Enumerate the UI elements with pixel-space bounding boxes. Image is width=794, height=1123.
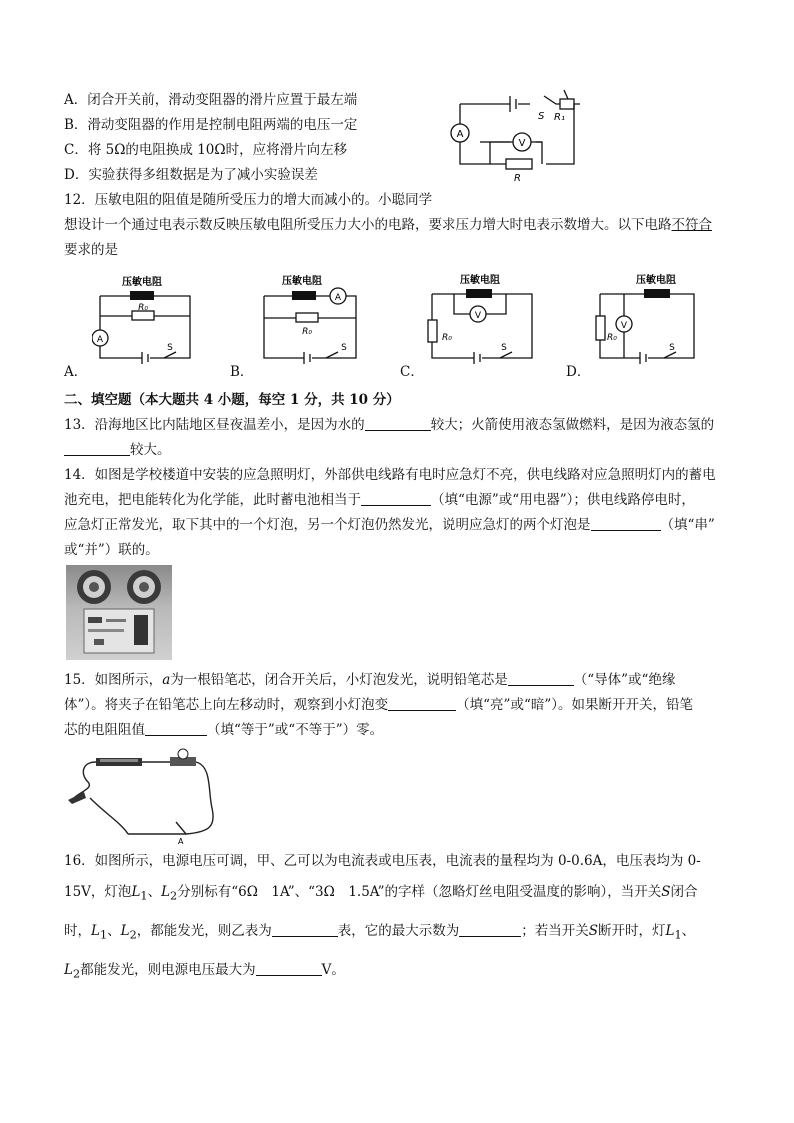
q12-circuit-c <box>424 270 540 366</box>
q14-text-a: 池充电，把电能转化为化学能，此时蓄电池相当于 <box>64 492 361 508</box>
r0-label: R₀ <box>138 303 148 313</box>
switch-label: S <box>501 343 507 353</box>
q16-text-j: V。 <box>321 962 345 978</box>
q16-text-g: ；若当开关 <box>521 923 589 939</box>
q11-option-a: A．闭合开关前，滑动变阻器的滑片应置于最左端 <box>64 92 358 108</box>
separator: 、 <box>107 923 121 939</box>
q15-line-2 <box>64 695 693 715</box>
q12-option-a-label: A． <box>64 364 88 380</box>
q16-blank-2[interactable] <box>459 922 521 937</box>
q14-line-2 <box>64 490 695 510</box>
q13-line-1 <box>64 415 714 435</box>
resistor-label: R <box>514 173 521 182</box>
q15-text-e: （填“亮”或“暗”）。如果断开开关，铅笔 <box>456 697 694 713</box>
q16-line-2 <box>64 882 697 907</box>
pressure-resistor-label: 压敏电阻 <box>122 277 162 288</box>
q15-text-c: （“导体”或“绝缘 <box>573 672 676 688</box>
q14-blank-2[interactable] <box>591 516 661 531</box>
switch-label: S <box>341 343 347 353</box>
q12-line-2 <box>64 215 712 235</box>
q15-pencil-circuit <box>62 748 226 846</box>
q14-line-3 <box>64 515 715 535</box>
q12-option-b-label: B． <box>230 364 254 380</box>
q11-option-b: B．滑动变阻器的作用是控制电阻两端的电压一定 <box>64 117 358 133</box>
q13-text-c: 较大。 <box>130 442 171 458</box>
switch-label: S <box>669 343 675 353</box>
q16-text-c: 闭合 <box>670 884 698 900</box>
ammeter-label: A <box>456 129 464 140</box>
figure-label: A <box>178 837 184 846</box>
q16-blank-3[interactable] <box>256 961 322 976</box>
lamp-l1-sub: 1 <box>99 928 108 942</box>
lamp-l2-sub: 2 <box>129 928 137 942</box>
q15-text-f: 芯的电阻阻值 <box>64 722 145 738</box>
meter-label: V <box>620 321 628 331</box>
q12-line-3: 要求的是 <box>64 242 118 258</box>
meter-label: A <box>334 293 342 303</box>
lamp-l2: L <box>64 962 73 978</box>
q12-circuit-d <box>592 270 702 366</box>
emergency-light-illustration <box>66 565 172 660</box>
r0-label: R₀ <box>302 327 312 337</box>
rheostat-label: R₁ <box>554 112 565 123</box>
q12-emphasis: 不符合 <box>671 217 712 233</box>
q16-text-a: 15V，灯泡 <box>64 884 132 900</box>
q12-circuit-a <box>92 272 198 366</box>
q16-line-3 <box>64 921 695 946</box>
r0-label: R₀ <box>607 333 617 343</box>
r0-label: R₀ <box>442 333 452 343</box>
lamp-l1-sub: 1 <box>140 889 148 903</box>
q16-line-1: 16．如图所示，电源电压可调，甲、乙可以为电流表或电压表，电流表的量程均为 0-0.6A，电压表均为 0- <box>64 853 701 869</box>
q16-text-f: 表，它的最大示数为 <box>337 923 460 939</box>
lamp-l1: L <box>91 923 100 939</box>
lamp-l1-sub: 1 <box>674 928 682 942</box>
q14-line-4: 或“并”）联的。 <box>64 542 159 558</box>
lamp-l2-sub: 2 <box>170 889 178 903</box>
q15-text-g: （填“等于”或“不等于”）零。 <box>207 722 384 738</box>
q14-text-b: （填“电源”或“用电器”）；供电线路停电时， <box>431 492 695 508</box>
q13-line-2 <box>64 440 171 460</box>
separator: 、 <box>147 884 162 900</box>
q12-option-d-label: D． <box>566 364 591 380</box>
q15-blank-1[interactable] <box>508 671 574 686</box>
switch-s: S <box>661 884 671 900</box>
q15-text-d: 体”）。将夹子在铅笔芯上向左移动时，观察到小灯泡变 <box>64 697 389 713</box>
switch-label: S <box>538 111 545 122</box>
separator: 、 <box>681 923 696 939</box>
q15-text-b: 为一根铅笔芯，闭合开关后，小灯泡发光，说明铅笔芯是 <box>170 672 508 688</box>
q14-line-1: 14．如图是学校楼道中安装的应急照明灯，外部供电线路有电时应急灯不亮，供电线路对应急照明灯内的蓄电 <box>64 467 716 483</box>
q15-text-a: 15．如图所示， <box>64 672 163 688</box>
pressure-resistor-label: 压敏电阻 <box>282 276 322 287</box>
q12-line-2-text: 想设计一个通过电表示数反映压敏电阻所受压力大小的电路，要求压力增大时电表示数增大。以下电路 <box>64 217 672 233</box>
q12-circuit-b <box>256 270 368 366</box>
q14-text-d: （填“串” <box>660 517 715 533</box>
q16-text-h: 断开时，灯 <box>598 923 666 939</box>
pressure-resistor-label: 压敏电阻 <box>460 275 500 286</box>
q15-blank-3[interactable] <box>145 721 207 736</box>
q15-blank-2[interactable] <box>388 696 456 711</box>
voltmeter-label: V <box>518 138 526 149</box>
q16-text-e: ，都能发光，则乙表为 <box>136 923 272 939</box>
q11-circuit-diagram <box>444 86 580 182</box>
lamp-l2-sub: 2 <box>72 967 81 981</box>
emergency-light-photo <box>66 565 172 660</box>
q13-text-a: 13．沿海地区比内陆地区昼夜温差小，是因为水的 <box>64 417 365 433</box>
q16-blank-1[interactable] <box>272 922 338 937</box>
q14-blank-1[interactable] <box>361 491 431 506</box>
q16-text-d: 时， <box>64 923 91 939</box>
q12-line-1: 12．压敏电阻的阻值是随所受压力的增大而减小的。小聪同学 <box>64 192 433 208</box>
q11-option-c: C．将 5Ω的电阻换成 10Ω时，应将滑片向左移 <box>64 142 348 158</box>
q11-option-d: D．实验获得多组数据是为了减小实验误差 <box>64 167 318 183</box>
switch-label: S <box>167 343 173 353</box>
switch-s: S <box>588 923 599 939</box>
meter-label: A <box>96 335 104 345</box>
pressure-resistor-label: 压敏电阻 <box>636 275 676 286</box>
section-2-heading: 二、填空题（本大题共 4 小题，每空 1 分，共 10 分） <box>64 392 400 408</box>
meter-label: V <box>474 311 482 321</box>
q15-line-1 <box>64 670 675 690</box>
q15-line-3 <box>64 720 383 740</box>
q16-text-i: 都能发光，则电源电压最大为 <box>80 962 256 978</box>
q13-text-b: 较大；火箭使用液态氢做燃料，是因为液态氢的 <box>430 417 715 433</box>
lamp-l1: L <box>131 884 141 900</box>
q13-blank-2[interactable] <box>64 441 130 456</box>
q12-option-c-label: C． <box>400 364 424 380</box>
lamp-l1: L <box>665 923 675 939</box>
q16-line-4 <box>64 960 345 985</box>
lamp-l2: L <box>161 884 171 900</box>
lamp-l2: L <box>120 923 130 939</box>
q13-blank-1[interactable] <box>365 416 431 431</box>
q16-text-b: 分别标有“6Ω 1A”、“3Ω 1.5A”的字样（忽略灯丝电阻受温度的影响），当开关 <box>177 884 662 900</box>
q14-text-c: 应急灯正常发光，取下其中的一个灯泡，另一个灯泡仍然发光，说明应急灯的两个灯泡是 <box>64 517 591 533</box>
q15-var-a: a <box>162 672 171 688</box>
